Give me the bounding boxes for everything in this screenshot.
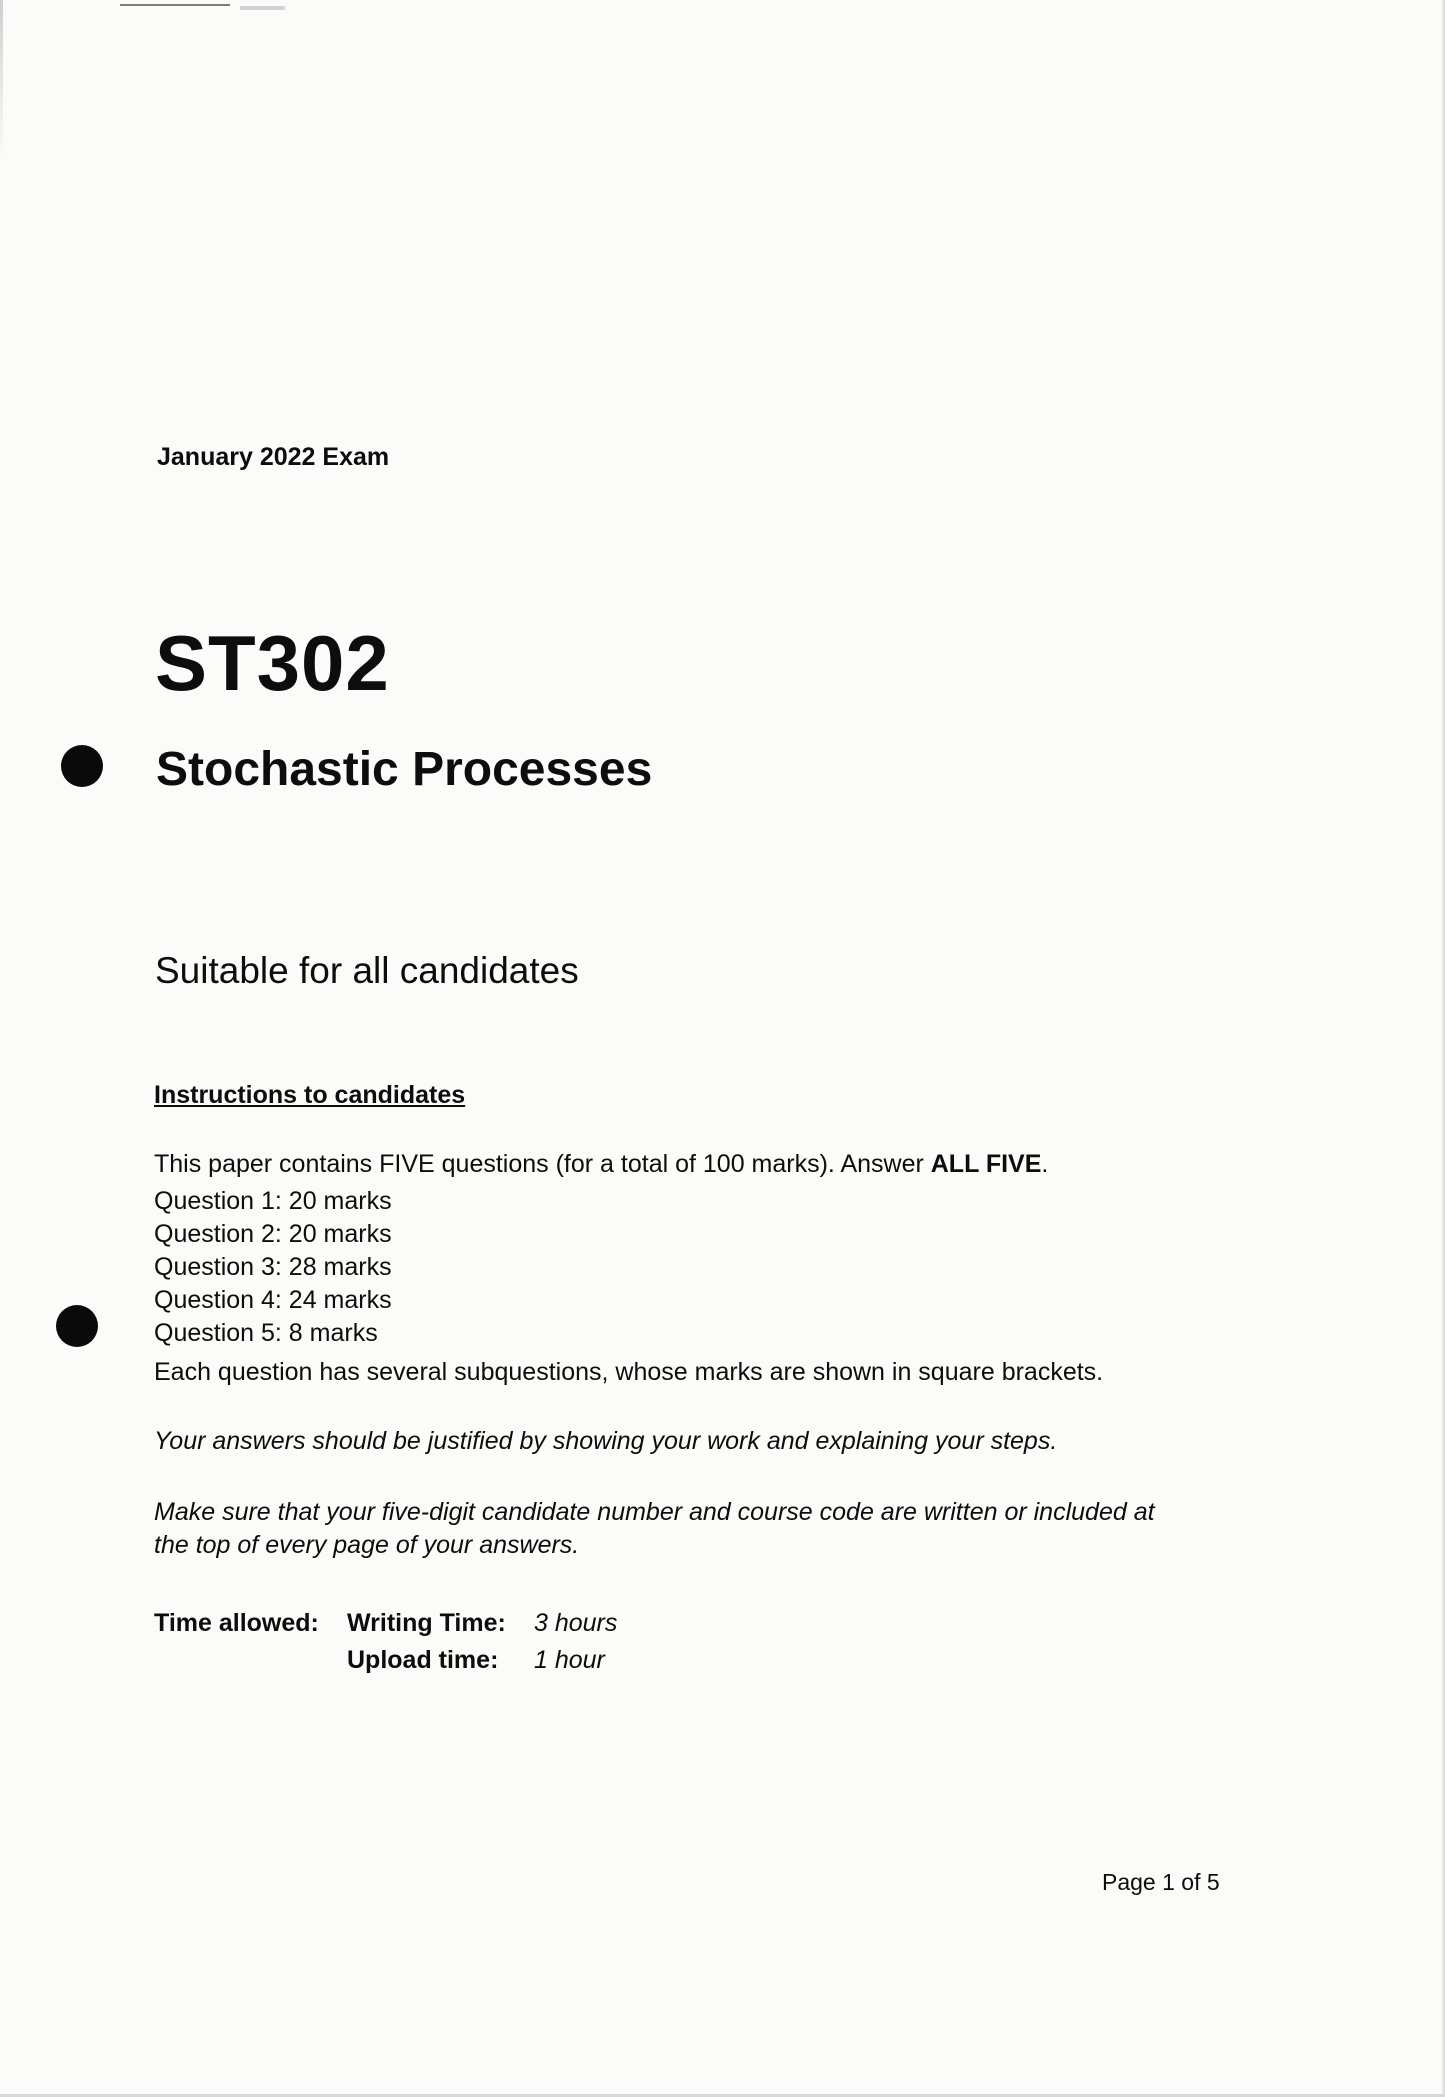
instructions-heading: Instructions to candidates (154, 1081, 466, 1109)
upload-time-row (154, 1642, 617, 1679)
subquestions-note: Each question has several subquestions, whose marks are shown in square brackets. (154, 1358, 1104, 1386)
time-allowed-label: Time allowed: (154, 1609, 319, 1637)
justification-note: Your answers should be justified by showing your work and explaining your steps. (154, 1427, 1058, 1455)
time-allowed-table (154, 1605, 617, 1679)
scan-mark-top-secondary (240, 6, 285, 10)
punch-hole-top (61, 745, 103, 787)
upload-time-value: 1 hour (534, 1646, 605, 1674)
candidate-suitability: Suitable for all candidates (155, 950, 579, 991)
question-2-marks: Question 2: 20 marks (154, 1220, 392, 1248)
scan-mark-top (120, 4, 230, 6)
intro-emphasis: ALL FIVE (930, 1150, 1042, 1178)
scan-edge-right (1441, 0, 1445, 2097)
question-3-marks: Question 3: 28 marks (154, 1253, 392, 1281)
intro-prefix: This paper contains FIVE questions (for a total of 100 marks). Answer (154, 1150, 931, 1178)
writing-time-value: 3 hours (534, 1609, 618, 1637)
writing-time-row (154, 1605, 617, 1642)
instructions-intro (154, 1148, 1048, 1181)
course-code: ST302 (155, 619, 390, 707)
writing-time-label: Writing Time: (347, 1609, 506, 1637)
exam-date: January 2022 Exam (157, 443, 390, 471)
question-4-marks: Question 4: 24 marks (154, 1286, 392, 1314)
question-1-marks: Question 1: 20 marks (154, 1187, 392, 1215)
question-5-marks: Question 5: 8 marks (154, 1319, 378, 1347)
upload-time-label: Upload time: (347, 1646, 499, 1674)
candidate-number-note: Make sure that your five-digit candidate number and course code are written or included at the top of every page of your answers. (154, 1498, 1155, 1559)
question-marks-list (154, 1185, 392, 1350)
intro-suffix: . (1041, 1150, 1049, 1178)
punch-hole-bottom (56, 1305, 98, 1347)
page-number: Page 1 of 5 (1102, 1869, 1220, 1895)
course-title: Stochastic Processes (156, 743, 653, 796)
scan-edge-left (0, 0, 3, 160)
